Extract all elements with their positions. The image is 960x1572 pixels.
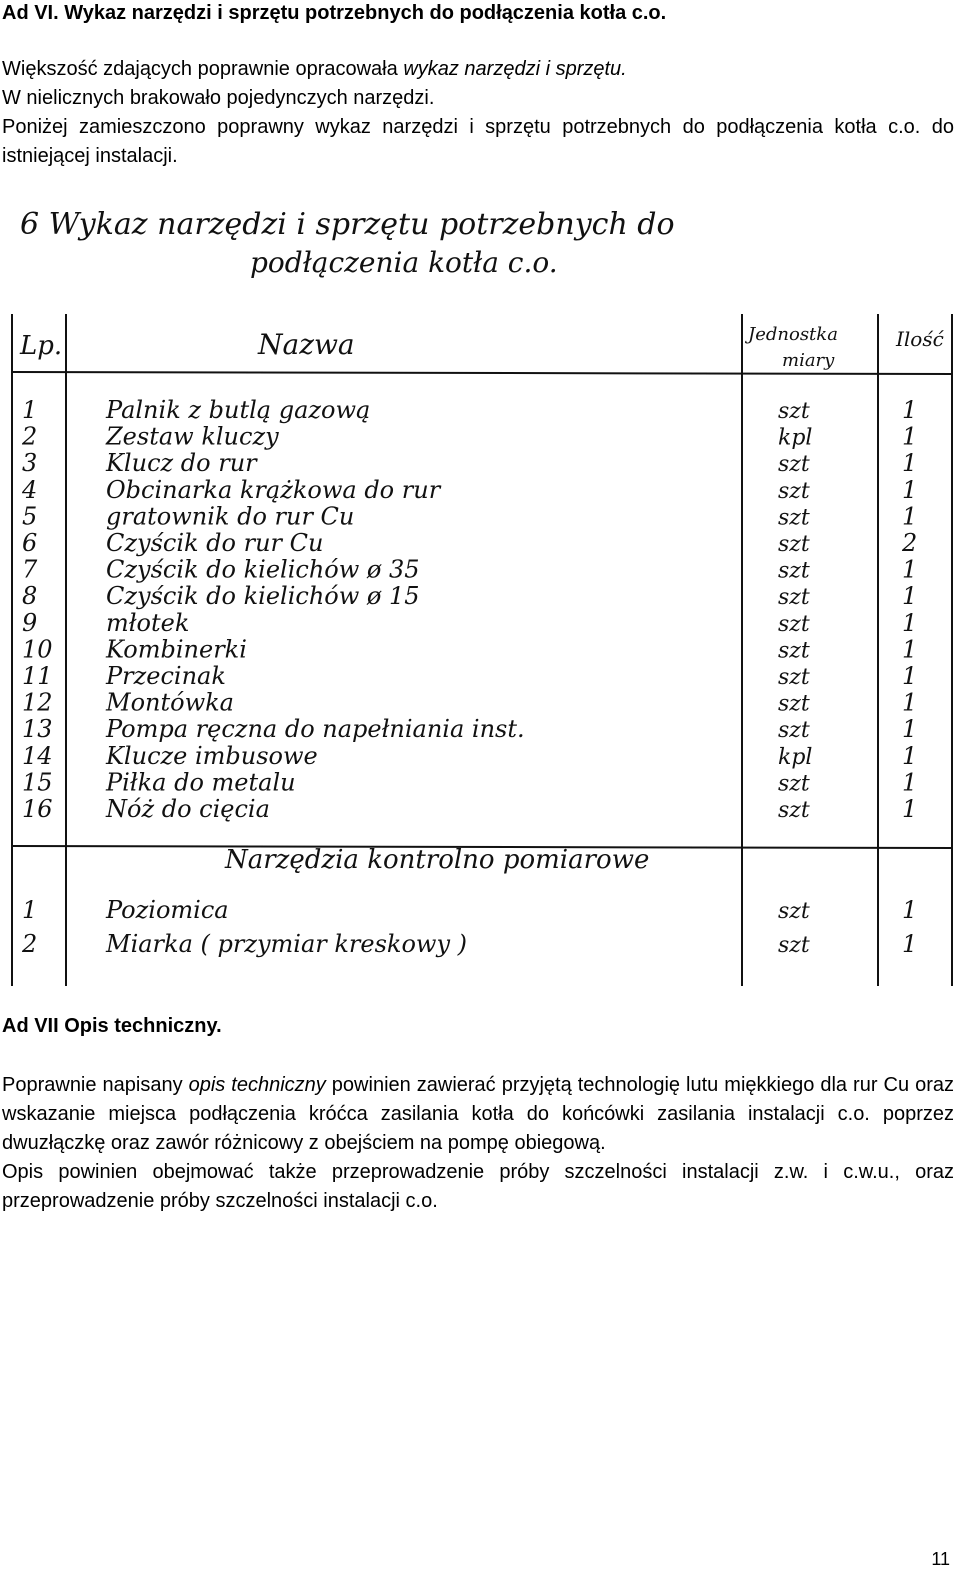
row-unit: szt <box>778 638 810 664</box>
row-qty: 1 <box>902 715 918 744</box>
intro-text-emphasis: wykaz narzędzi i sprzętu. <box>403 58 627 80</box>
row-qty: 1 <box>902 502 918 531</box>
row-lp: 14 <box>22 741 53 770</box>
row-unit: szt <box>778 899 810 924</box>
row-name: Kombinerki <box>106 635 247 664</box>
row-qty: 1 <box>902 449 918 478</box>
intro-paragraph-3: Poniżej zamieszczono poprawny wykaz narzędzi i sprzętu potrzebnych do podłączenia kotła c.o. do istniejącej instalacji. <box>2 116 954 167</box>
body-text-plain-2: powinien zawierać przyjętą technologię lutu miękkiego dla rur Cu oraz wskazanie miejsca podłączenia króćca zasilania kotła do końcówki zasilania instalacji c.o. poprzez dwuzłączkę oraz zawór różnicowy z obejściem na pompę obiegową. <box>2 1074 954 1154</box>
rows-main <box>21 396 917 823</box>
row-name: Czyścik do kielichów ø 15 <box>106 582 420 611</box>
intro-paragraph-2: W nielicznych brakowało pojedynczych narzędzi. <box>2 87 435 109</box>
row-unit: szt <box>778 771 810 797</box>
row-unit: szt <box>778 505 810 531</box>
row-lp: 10 <box>22 635 53 664</box>
row-qty: 1 <box>902 896 918 924</box>
body-text-plain: Poprawnie napisany <box>2 1074 189 1096</box>
row-unit: szt <box>778 532 810 557</box>
row-unit: szt <box>778 611 810 637</box>
row-lp: 2 <box>22 930 38 958</box>
handwritten-scan <box>0 196 960 996</box>
row-qty: 1 <box>902 582 918 611</box>
row-name: młotek <box>106 608 190 637</box>
rows-measuring <box>21 896 917 958</box>
page-number: 11 <box>931 1549 950 1569</box>
row-name: Palnik z butlą gazową <box>106 396 371 424</box>
row-name: Obcinarka krążkowa do rur <box>106 475 441 504</box>
row-unit: szt <box>778 691 810 717</box>
row-name: Poziomica <box>106 896 229 924</box>
section-heading-vii: Ad VII Opis techniczny. <box>2 1015 222 1037</box>
row-unit: szt <box>778 478 810 504</box>
row-name: Klucz do rur <box>106 449 257 478</box>
row-qty: 1 <box>902 396 918 424</box>
intro-text <box>2 55 954 171</box>
scan-title-line-1: 6 Wykaz narzędzi i sprzętu potrzebnych do <box>20 207 675 242</box>
row-name: Zestaw kluczy <box>106 422 279 451</box>
row-name: Nóż do cięcia <box>106 795 270 823</box>
row-unit: szt <box>778 558 810 584</box>
row-unit: szt <box>778 399 810 424</box>
row-lp: 7 <box>22 555 38 584</box>
header-unit-line-1: Jednostka <box>748 324 838 345</box>
row-lp: 2 <box>22 422 38 451</box>
row-qty: 2 <box>902 529 918 557</box>
row-lp: 11 <box>22 662 53 690</box>
intro-text-plain: Większość zdających poprawnie opracowała <box>2 58 404 80</box>
handwritten-table-figure <box>0 196 960 996</box>
row-unit: szt <box>778 718 810 744</box>
body-paragraph-2: Opis powinien obejmować także przeprowadzenie próby szczelności instalacji z.w. i c.w.u., oraz przeprowadzenie próby szczelności instalacji c.o. <box>2 1161 954 1212</box>
row-lp: 12 <box>22 688 53 717</box>
row-lp: 8 <box>22 582 38 611</box>
intro-paragraph-1 <box>2 55 954 84</box>
scan-title-line-2: podłączenia kotła c.o. <box>250 246 558 279</box>
body-text <box>2 1071 954 1216</box>
row-qty: 1 <box>902 635 918 664</box>
row-qty: 1 <box>902 795 918 823</box>
row-unit: kpl <box>778 425 813 451</box>
row-lp: 13 <box>22 715 53 744</box>
row-qty: 1 <box>902 475 918 504</box>
row-name: Piłka do metalu <box>106 768 296 797</box>
row-lp: 5 <box>22 502 38 531</box>
row-name: Przecinak <box>106 662 226 690</box>
row-name: Klucze imbusowe <box>106 741 318 770</box>
row-unit: szt <box>778 798 810 823</box>
header-unit-line-2: miary <box>782 350 835 371</box>
section-heading-vi: Ad VI. Wykaz narzędzi i sprzętu potrzebnych do podłączenia kotła c.o. <box>2 2 667 24</box>
row-qty: 1 <box>902 688 918 717</box>
row-qty: 1 <box>902 930 918 958</box>
row-name: Czyścik do kielichów ø 35 <box>106 555 420 584</box>
section-title-measuring: Narzędzia kontrolno pomiarowe <box>225 845 650 875</box>
row-name: gratownik do rur Cu <box>106 502 355 531</box>
header-name: Nazwa <box>258 328 355 361</box>
header-qty: Ilość <box>896 327 944 351</box>
row-qty: 1 <box>902 555 918 584</box>
row-qty: 1 <box>902 741 918 770</box>
row-qty: 1 <box>902 608 918 637</box>
row-name: Pompa ręczna do napełniania inst. <box>106 715 525 744</box>
row-lp: 9 <box>22 608 38 637</box>
body-paragraph-1 <box>2 1071 954 1158</box>
row-name: Miarka ( przymiar kreskowy ) <box>106 930 468 958</box>
row-name: Czyścik do rur Cu <box>106 529 324 557</box>
row-name: Montówka <box>106 688 234 717</box>
row-unit: szt <box>778 452 810 478</box>
row-unit: szt <box>778 933 810 958</box>
row-lp: 4 <box>22 475 38 504</box>
body-text-emphasis: opis techniczny <box>188 1074 326 1096</box>
row-qty: 1 <box>902 768 918 797</box>
row-lp: 1 <box>22 896 38 924</box>
row-unit: kpl <box>778 744 813 770</box>
header-lp: Lp. <box>20 331 63 361</box>
row-lp: 16 <box>22 795 53 823</box>
row-lp: 3 <box>22 449 38 478</box>
row-lp: 15 <box>22 768 53 797</box>
row-unit: szt <box>778 665 810 690</box>
row-qty: 1 <box>902 422 918 451</box>
row-lp: 1 <box>22 396 38 424</box>
row-lp: 6 <box>22 529 38 557</box>
row-qty: 1 <box>902 662 918 690</box>
row-unit: szt <box>778 585 810 611</box>
